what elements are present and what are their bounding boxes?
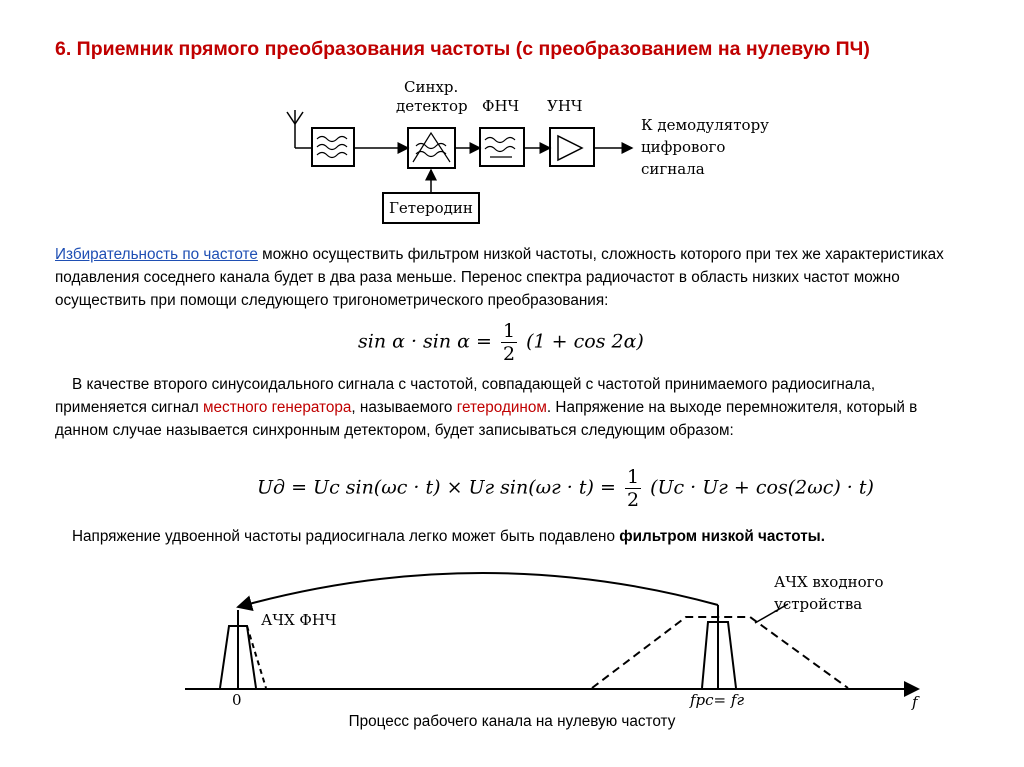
formula-trig-rhs: (1 + cos 2α) <box>526 330 644 353</box>
label-out-1: К демодулятору <box>641 116 769 134</box>
formula-trig-lhs: sin α · sin α = <box>358 330 492 353</box>
formula-trig-den: 2 <box>503 343 516 365</box>
label-input-1: АЧХ входного <box>774 573 884 591</box>
formula-trig-num: 1 <box>503 320 516 342</box>
paragraph-oscillator-text-3: . Напряжение на выходе перемножителя, который в данном случае называется синхронным детектором, будет записываться следующим образом: <box>55 399 918 439</box>
paragraph-selectivity <box>55 243 975 312</box>
transfer-arc <box>238 573 718 607</box>
formula-detector-rhs: (Uc · Uг + cos(2ωc) · t) <box>650 476 874 499</box>
lpf-bold-term: фильтром низкой частоты. <box>619 528 825 545</box>
mixer-icon <box>413 133 450 162</box>
amplifier-icon <box>558 136 582 160</box>
formula-detector-num: 1 <box>626 466 640 488</box>
label-out-3: сигнала <box>641 160 705 178</box>
figure-caption: Процесс рабочего канала на нулевую частоту <box>348 713 676 730</box>
label-amp: УНЧ <box>547 97 583 115</box>
label-lpf: ФНЧ <box>482 97 520 115</box>
lpf-response-dashed <box>247 626 266 688</box>
paragraph-oscillator-text-2: , называемого <box>351 399 457 416</box>
tick-freq: fрс= fг <box>690 691 745 709</box>
bandpass-icon <box>317 137 347 158</box>
amplifier-block <box>550 128 594 166</box>
tick-zero: 0 <box>232 691 242 709</box>
paragraph-lpf-text: Напряжение удвоенной частоты радиосигнала легко может быть подавлено <box>72 528 620 545</box>
formula-detector-lhs: Uд = Uc sin(ωc · t) × Uг sin(ωг · t) = <box>257 476 616 499</box>
local-generator-term: местного генератора <box>203 399 352 416</box>
label-sync: Синхр. <box>404 78 459 96</box>
formula-detector-den: 2 <box>626 489 640 511</box>
block-diagram <box>0 0 1024 240</box>
paragraph-selectivity-text: можно осуществить фильтром низкой частоты, сложность которого при тех же характеристиках подавления соседнего канала будет в два раза меньше. Перенос спектра радиочастот в область низких частот можно осуществить при помощи следующего тригонометрического преобразования: <box>55 246 944 309</box>
antenna-icon <box>287 110 312 148</box>
selectivity-link[interactable]: Избирательность по частоте <box>55 246 258 263</box>
formula-trig-fraction <box>501 320 517 365</box>
paragraph-lpf <box>55 525 955 548</box>
label-out-2: цифрового <box>641 138 726 156</box>
input-response-curve <box>592 617 848 688</box>
formula-trig <box>358 320 644 365</box>
heterodyne-term: гетеродином <box>456 399 547 416</box>
label-detector: детектор <box>396 97 468 115</box>
paragraph-oscillator <box>55 373 955 442</box>
formula-detector-fraction <box>625 466 641 511</box>
label-lpf-response: АЧХ ФНЧ <box>261 611 337 629</box>
label-input-2: устройства <box>774 595 863 613</box>
input-filter-block <box>312 128 354 166</box>
axis-label: f <box>912 693 918 711</box>
label-lo: Гетеродин <box>389 199 473 217</box>
formula-detector <box>257 466 874 511</box>
paragraph-oscillator-text-1: В качестве второго синусоидального сигнала с частотой, совпадающей с частотой принимаемого радиосигнала, применяется сигнал <box>55 376 876 416</box>
page-title: 6. Приемник прямого преобразования частоты (с преобразованием на нулевую ПЧ) <box>55 38 870 60</box>
lowpass-icon <box>485 138 515 158</box>
